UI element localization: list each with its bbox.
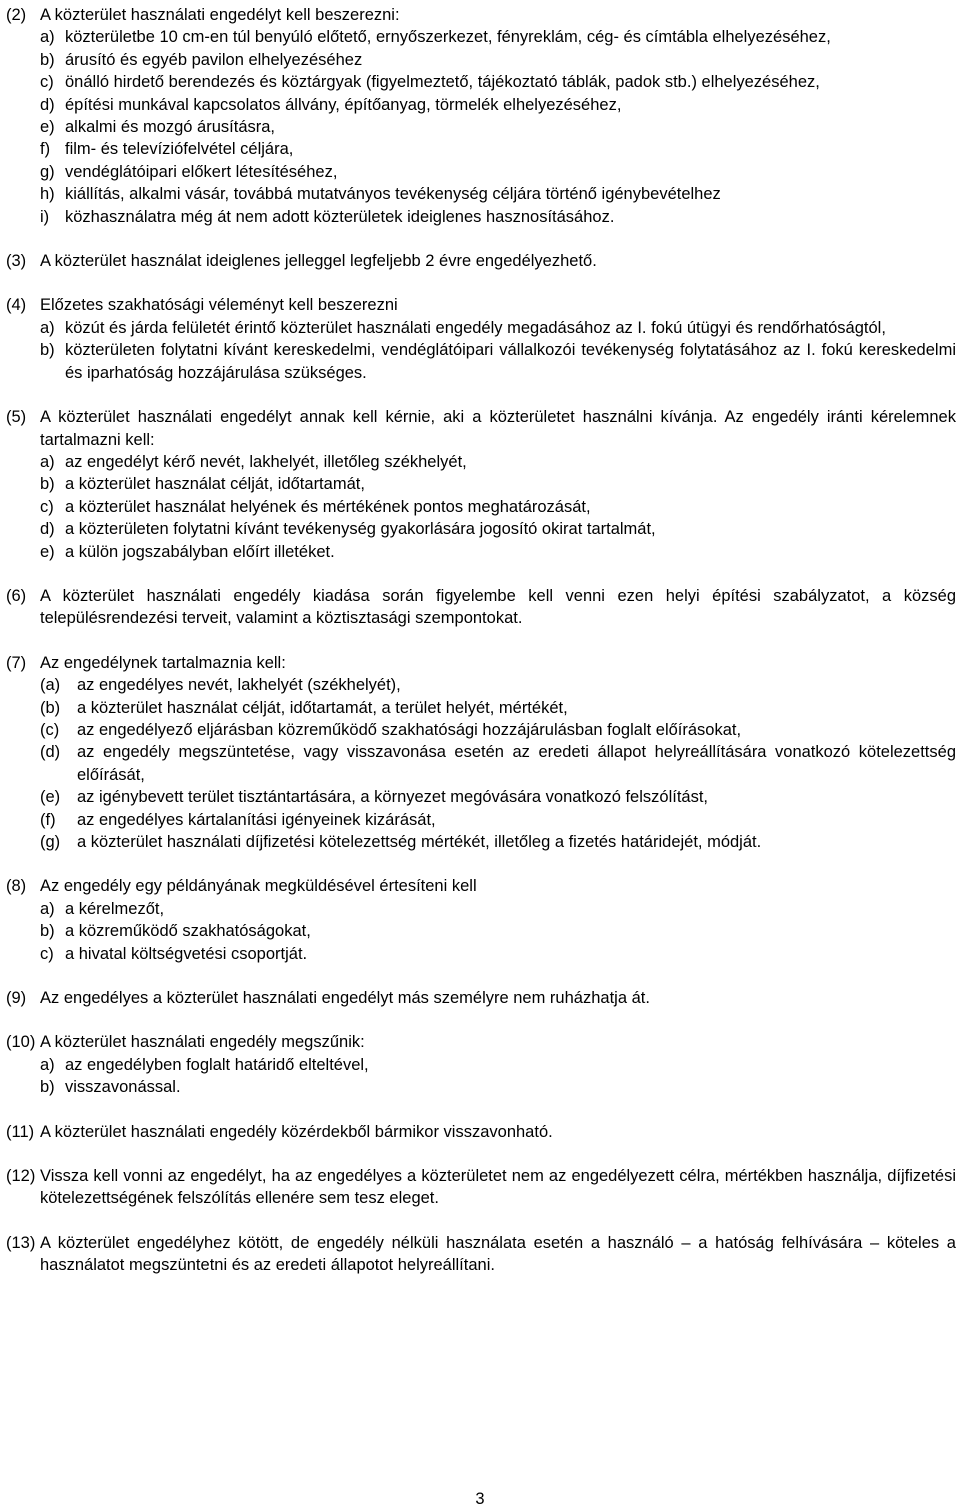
- item-text: a hivatal költségvetési csoportját.: [65, 944, 308, 963]
- section-heading: [6, 1165, 956, 1210]
- item-list: [40, 1054, 956, 1099]
- list-item: [40, 1076, 956, 1098]
- item-label: f): [40, 140, 51, 159]
- item-label: b): [40, 341, 55, 360]
- section-3: [6, 406, 956, 563]
- item-list: [40, 26, 956, 228]
- item-label: e): [40, 542, 55, 561]
- list-item: [40, 339, 956, 384]
- item-label: a): [40, 452, 55, 471]
- item-text: kiállítás, alkalmi vásár, továbbá mutatványos tevékenység céljára történő igénybevételhez: [65, 185, 721, 204]
- section-heading: [6, 652, 956, 674]
- item-text: a közterület használat célját, időtartamát,: [65, 475, 365, 494]
- list-item: [40, 898, 956, 920]
- section-heading: [6, 294, 956, 316]
- item-text: az igénybevett terület tisztántartására, a környezet megóvására vonatkozó felszólítást,: [77, 788, 708, 807]
- item-text: önálló hirdető berendezés és köztárgyak (figyelmeztető, tájékoztató táblák, padok stb.) elhelyezéséhez,: [65, 73, 820, 92]
- item-text: film- és televíziófelvétel céljára,: [65, 140, 294, 159]
- section-heading: [6, 250, 956, 272]
- section-number: (4): [6, 296, 27, 315]
- section-text: Vissza kell vonni az engedélyt, ha az engedélyes a közterületet nem az engedélyezett célra, mértékben használja, díjfizetési kötelezettségének felszólítás ellenére sem tesz eleget.: [40, 1167, 956, 1208]
- list-item: [40, 473, 956, 495]
- item-label: (e): [40, 788, 61, 807]
- section-heading: [6, 1031, 956, 1053]
- section-4: [6, 585, 956, 630]
- section-text: A közterület használati engedélyt annak kell kérnie, aki a közterületet használni kívánja. Az engedély iránti kérelemnek tartalmazni kell:: [40, 408, 956, 449]
- list-item: [40, 741, 956, 786]
- section-heading: [6, 1232, 956, 1277]
- section-6: [6, 875, 956, 965]
- item-text: közhasználatra még át nem adott közterületek ideiglenes hasznosításához.: [65, 207, 615, 226]
- section-10: [6, 1165, 956, 1210]
- item-text: közterületbe 10 cm-en túl benyúló előtető, ernyőszerkezet, fényreklám, cég- és címtábla elhelyezéséhez,: [65, 28, 831, 47]
- item-label: b): [40, 475, 55, 494]
- section-heading: [6, 987, 956, 1009]
- section-number: (9): [6, 989, 27, 1008]
- item-text: építési munkával kapcsolatos állvány, építőanyag, törmelék elhelyezéséhez,: [65, 95, 622, 114]
- section-number: (10): [6, 1033, 36, 1052]
- item-label: i): [40, 207, 50, 226]
- item-label: (f): [40, 810, 56, 829]
- list-item: [40, 674, 956, 696]
- item-label: (d): [40, 743, 61, 762]
- list-item: [40, 831, 956, 853]
- list-item: [40, 26, 956, 48]
- section-number: (11): [6, 1122, 35, 1141]
- list-item: [40, 518, 956, 540]
- item-label: b): [40, 1078, 55, 1097]
- section-number: (8): [6, 877, 27, 896]
- item-text: alkalmi és mozgó árusításra,: [65, 118, 275, 137]
- section-number: (7): [6, 653, 27, 672]
- item-text: a külön jogszabályban előírt illetéket.: [65, 542, 335, 561]
- item-text: az engedély megszüntetése, vagy visszavonása esetén az eredeti állapot helyreállítására vonatkozó kötelezettség előírását,: [77, 743, 956, 784]
- item-label: (b): [40, 698, 61, 717]
- section-0: [6, 4, 956, 228]
- section-heading: [6, 875, 956, 897]
- list-item: [40, 496, 956, 518]
- item-text: a közterület használat helyének és mértékének pontos meghatározását,: [65, 497, 591, 516]
- list-item: [40, 451, 956, 473]
- section-number: (2): [6, 6, 27, 24]
- list-item: [40, 809, 956, 831]
- item-text: a kérelmezőt,: [65, 899, 165, 918]
- list-item: [40, 49, 956, 71]
- item-text: árusító és egyéb pavilon elhelyezéséhez: [65, 50, 363, 69]
- section-7: [6, 987, 956, 1009]
- section-number: (13): [6, 1233, 36, 1252]
- item-text: visszavonással.: [65, 1078, 181, 1097]
- item-label: a): [40, 1055, 55, 1074]
- section-number: (3): [6, 252, 27, 271]
- section-text: A közterület használati engedély közérdekből bármikor visszavonható.: [40, 1122, 553, 1141]
- item-label: a): [40, 318, 55, 337]
- item-text: vendéglátóipari előkert létesítéséhez,: [65, 162, 338, 181]
- item-text: az engedélyes kártalanítási igényeinek kizárását,: [77, 810, 436, 829]
- page-number: 3: [475, 1490, 485, 1508]
- item-label: b): [40, 50, 55, 69]
- section-text: A közterület használati engedélyt kell beszerezni:: [40, 6, 400, 24]
- list-item: [40, 161, 956, 183]
- section-text: A közterület használati engedély megszűnik:: [40, 1033, 365, 1052]
- item-text: az engedélyben foglalt határidő elteltével,: [65, 1055, 369, 1074]
- item-label: (c): [40, 720, 60, 739]
- item-text: az engedélyt kérő nevét, lakhelyét, illetőleg székhelyét,: [65, 452, 467, 471]
- section-number: (12): [6, 1167, 36, 1186]
- section-11: [6, 1232, 956, 1277]
- item-label: c): [40, 73, 54, 92]
- list-item: [40, 719, 956, 741]
- item-label: (a): [40, 676, 61, 695]
- item-label: e): [40, 118, 55, 137]
- list-item: [40, 206, 956, 228]
- list-item: [40, 116, 956, 138]
- item-label: (g): [40, 833, 61, 851]
- section-text: Előzetes szakhatósági véleményt kell beszerezni: [40, 296, 398, 315]
- list-item: [40, 1054, 956, 1076]
- item-label: c): [40, 944, 54, 963]
- list-item: [40, 920, 956, 942]
- item-text: közút és járda felületét érintő közterület használati engedély megadásához az I. fokú útügyi és rendőrhatóságtól,: [65, 318, 886, 337]
- section-9: [6, 1121, 956, 1143]
- section-text: Az engedélynek tartalmaznia kell:: [40, 653, 286, 672]
- section-8: [6, 1031, 956, 1098]
- list-item: [40, 71, 956, 93]
- section-number: (5): [6, 408, 27, 427]
- section-number: (6): [6, 586, 27, 605]
- section-text: Az engedély egy példányának megküldésével értesíteni kell: [40, 877, 477, 896]
- list-item: [40, 94, 956, 116]
- item-label: d): [40, 95, 55, 114]
- item-list: [40, 317, 956, 384]
- section-heading: [6, 406, 956, 451]
- section-2: [6, 294, 956, 384]
- item-text: az engedélyező eljárásban közreműködő szakhatósági hozzájárulásban foglalt előírásokat,: [77, 720, 742, 739]
- item-label: h): [40, 185, 55, 204]
- document-body: [6, 4, 956, 1277]
- item-text: az engedélyes nevét, lakhelyét (székhelyét),: [77, 676, 401, 695]
- item-label: b): [40, 922, 55, 941]
- section-5: [6, 652, 956, 854]
- item-label: a): [40, 28, 55, 47]
- section-heading: [6, 1121, 956, 1143]
- item-text: a közreműködő szakhatóságokat,: [65, 922, 311, 941]
- list-item: [40, 317, 956, 339]
- item-list: [40, 674, 956, 853]
- section-text: Az engedélyes a közterület használati engedélyt más személyre nem ruházhatja át.: [40, 989, 650, 1008]
- list-item: [40, 943, 956, 965]
- item-list: [40, 451, 956, 563]
- section-text: A közterület használati engedély kiadása során figyelembe kell venni ezen helyi építési szabályzatot, a község településrendezési terveit, valamint a köztisztasági szempontokat.: [40, 586, 956, 628]
- item-list: [40, 898, 956, 965]
- list-item: [40, 541, 956, 563]
- list-item: [40, 138, 956, 160]
- item-text: a közterület használat célját, időtartamát, a terület helyét, mértékét,: [77, 698, 568, 717]
- item-label: d): [40, 520, 55, 539]
- item-text: a közterület használati díjfizetési kötelezettség mértékét, illetőleg a fizetés határidejét, módját.: [77, 833, 762, 851]
- section-heading: [6, 4, 956, 26]
- section-text: A közterület engedélyhez kötött, de engedély nélküli használata esetén a használó – a hatóság felhívására – köteles a használatot megszüntetni és az eredeti állapotot helyreállítani.: [40, 1233, 956, 1275]
- section-text: A közterület használat ideiglenes jelleggel legfeljebb 2 évre engedélyezhető.: [40, 252, 597, 271]
- list-item: [40, 697, 956, 719]
- item-label: c): [40, 497, 54, 516]
- list-item: [40, 183, 956, 205]
- section-heading: [6, 585, 956, 630]
- item-label: a): [40, 899, 55, 918]
- list-item: [40, 786, 956, 808]
- item-text: közterületen folytatni kívánt kereskedelmi, vendéglátóipari vállalkozói tevékenység folytatásához az I. fokú kereskedelmi és iparhatóság hozzájárulása szükséges.: [65, 341, 956, 382]
- item-text: a közterületen folytatni kívánt tevékenység gyakorlására jogosító okirat tartalmát,: [65, 520, 656, 539]
- item-label: g): [40, 162, 55, 181]
- section-1: [6, 250, 956, 272]
